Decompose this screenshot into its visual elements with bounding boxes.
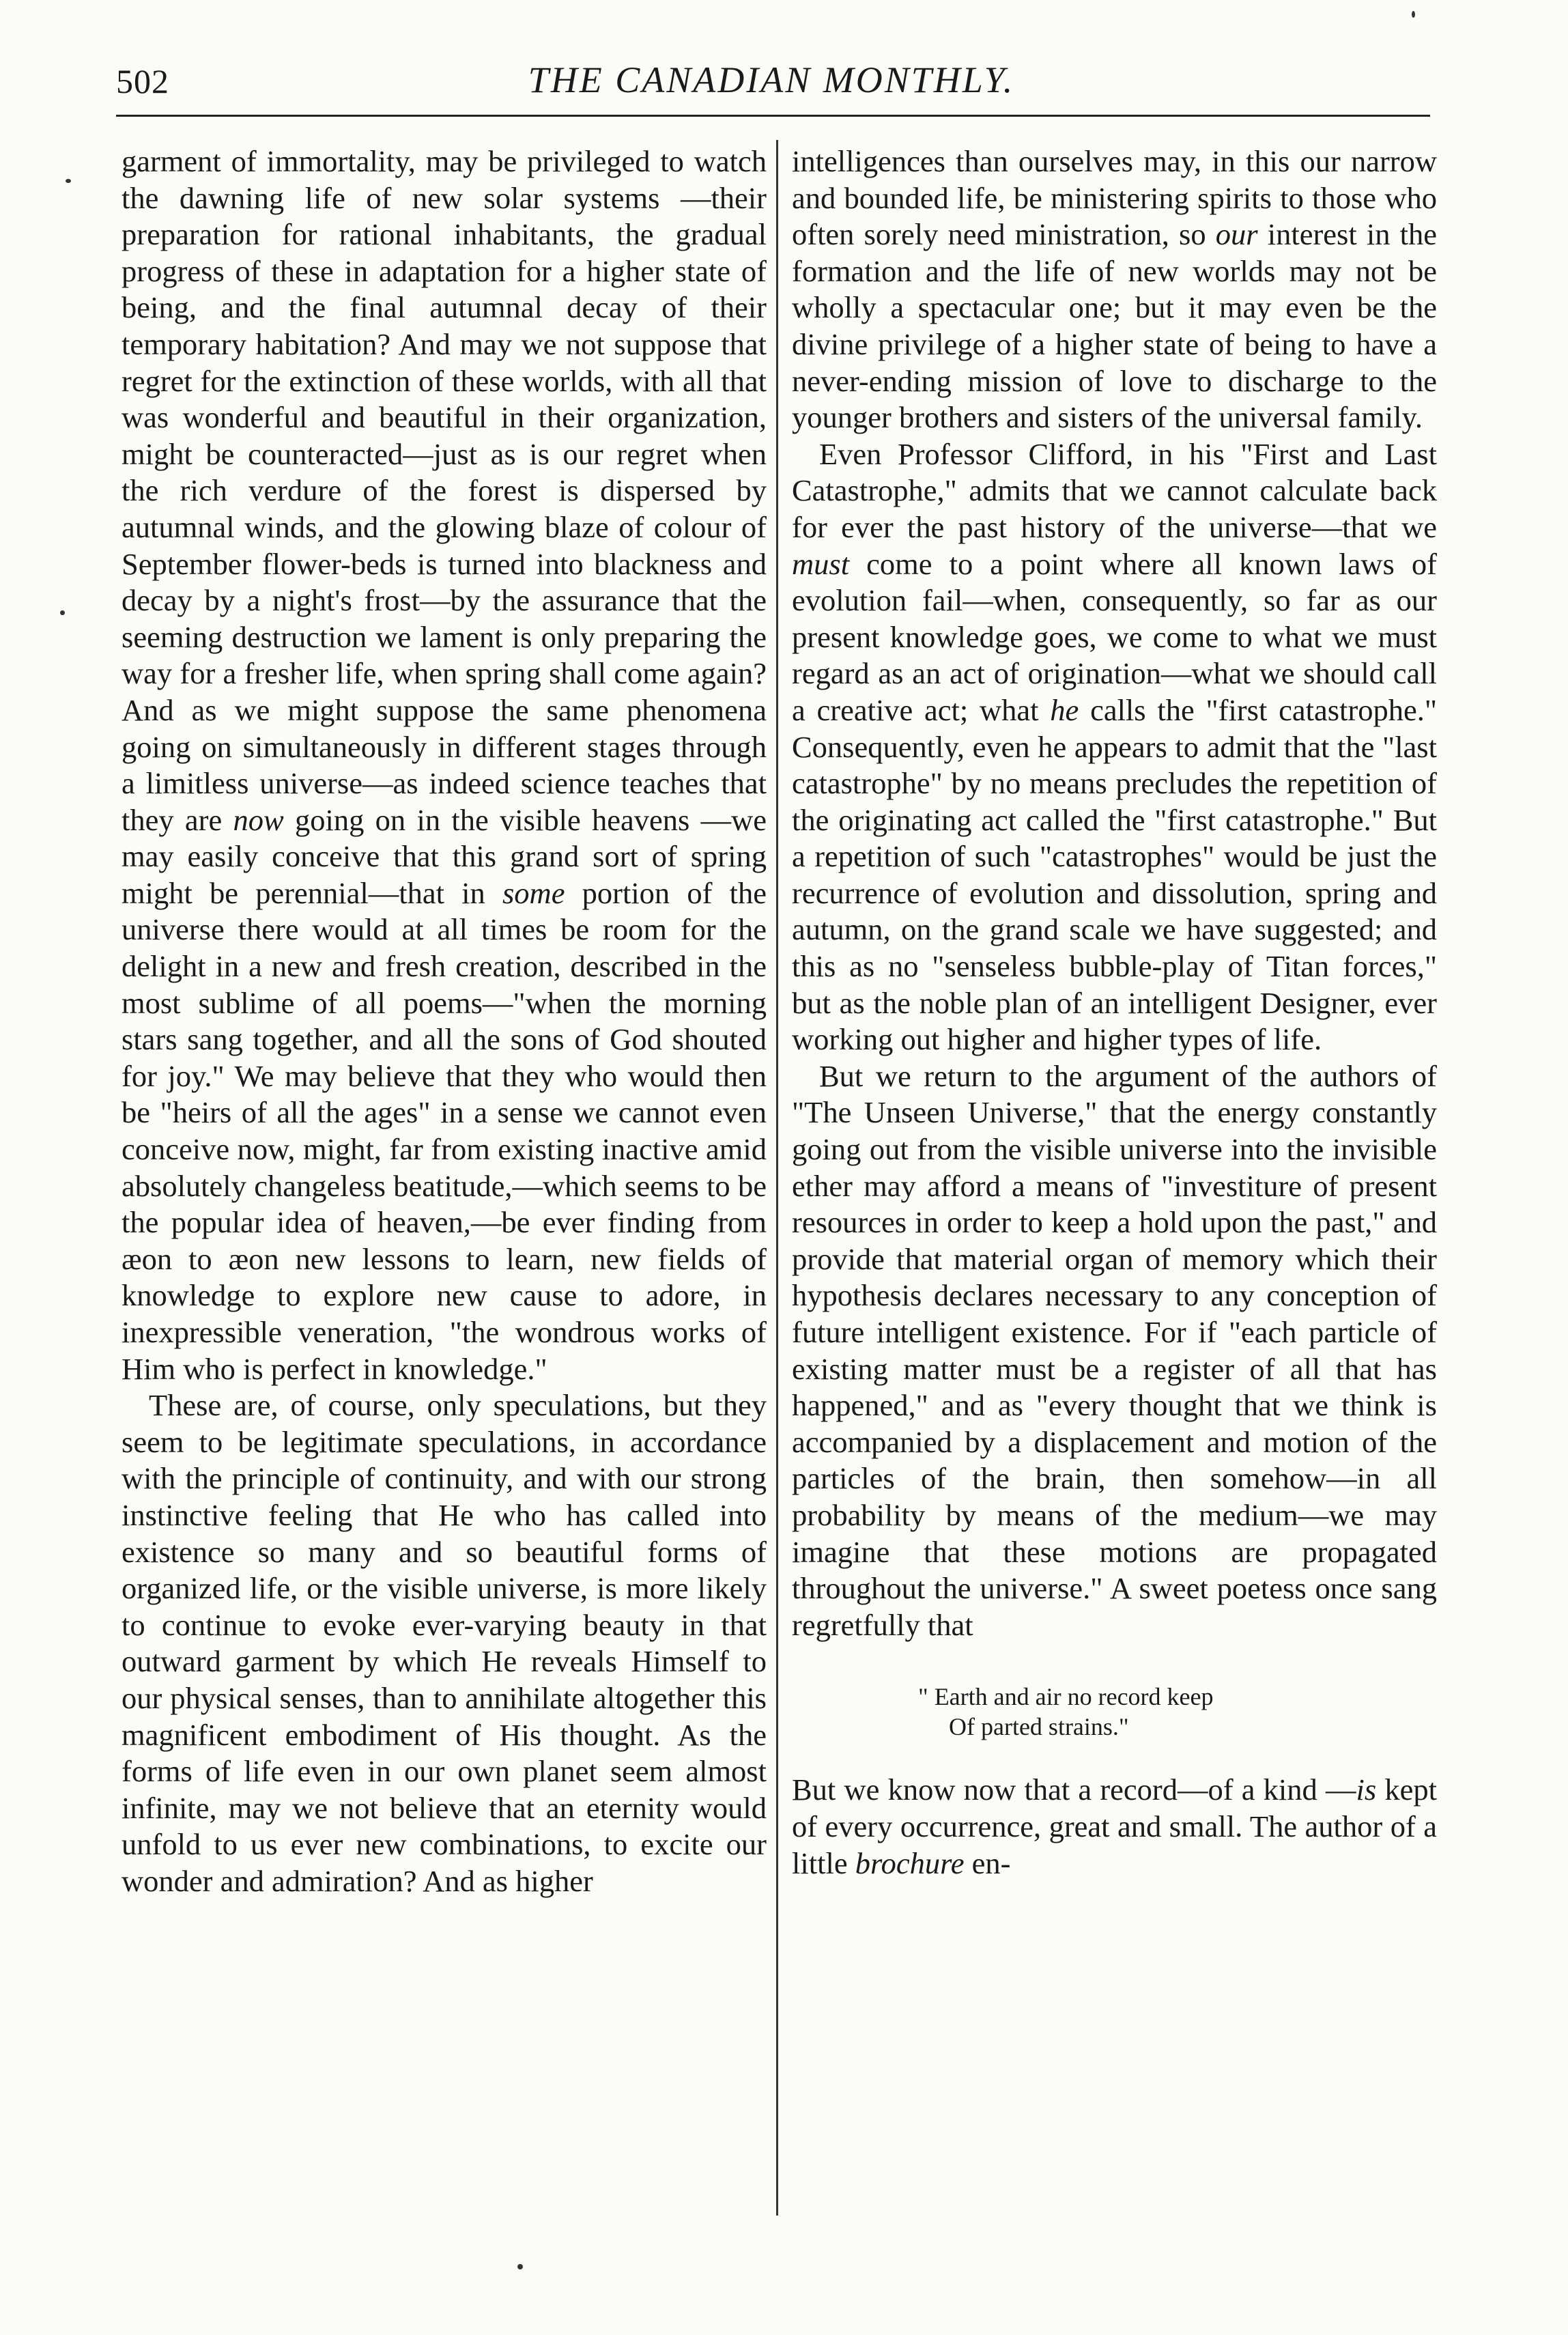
ink-speck	[60, 610, 65, 615]
header-rule	[116, 115, 1430, 117]
italic-text: must	[792, 546, 850, 581]
italic-text: he	[1050, 692, 1079, 727]
text-run: garment of immortality, may be privileged to watch the dawning life of new solar systems —their preparation for rational inhabitants, the gradual progress of these in adaptation for a higher state of being, and the final autumnal decay of their temporary habitation? And may we not suppose that regret for the extinction of these worlds, with all that was wonderful and beautiful in their organization, might be counteracted—just as is our regret when the rich verdure of the forest is dispersed by autumnal winds, and the glowing blaze of colour of September flower-beds is turned into blackness and decay by a night's frost—by the assurance that the seeming destruction we lament is only preparing the way for a fresher life, when spring shall come again? And as we might suppose the same phenomena going on simultaneously in different stages through a limitless universe—as indeed science teaches that they are	[122, 144, 767, 837]
right-column	[792, 143, 1437, 1882]
text-run: calls the "first catastrophe." Consequently, even he appears to admit that the "last catastrophe" by no means precludes the repetition of the originating act called the "first catastrophe." But a repetition of such "catastrophes" would be just the recurrence of evolution and dissolution, spring and autumn, on the grand scale we have suggested; and this as no "senseless bubble-play of Titan forces," but as the noble plan of an intelligent Designer, ever working out higher and higher types of life.	[792, 692, 1437, 1057]
italic-text: our	[1215, 217, 1258, 252]
verse-quotation	[792, 1682, 1437, 1742]
italic-text: brochure	[855, 1845, 965, 1880]
text-run: intelligences than ourselves may, in this our narrow and bounded life, be ministering spirits to those who often sorely need ministration, so	[792, 144, 1437, 252]
paragraph	[792, 1772, 1437, 1882]
italic-text: is	[1356, 1772, 1377, 1807]
left-column	[122, 143, 767, 1900]
ink-speck	[517, 2264, 523, 2269]
paragraph: But we return to the argument of the authors of "The Unseen Universe," that the energy constantly going out from the visible universe into the invisible ether may afford a means of "investiture of present resources in order to keep a hold upon the past," and provide that material organ of memory which their hypothesis declares necessary to any conception of future intelligent existence. For if "each particle of existing matter must be a register of all that has happened," and as "every thought that we think is accompanied by a displacement and motion of the particles of the brain, then somehow—in all probability by means of the medium—we may imagine that these motions are propagated throughout the universe." A sweet poetess once sang regretfully that	[792, 1058, 1437, 1642]
ink-speck	[66, 179, 71, 183]
paragraph	[792, 143, 1437, 436]
paragraph: These are, of course, only speculations, but they seem to be legitimate speculations, in accordance with the principle of continuity, and with our strong instinctive feeling that He who has called into existence so many and so beautiful forms of organized life, or the visible universe, is more likely to continue to evoke ever-varying beauty in that outward garment by which He reveals Himself to our physical senses, than to annihilate altogether this magnificent embodiment of His thought. As the forms of life even in our own planet seem almost infinite, may we not believe that an eternity would unfold to us ever new combinations, to excite our wonder and admiration? And as higher	[122, 1388, 767, 1898]
text-run: portion of the universe there would at all times be room for the delight in a new and fresh creation, described in the most sublime of all poems—"when the morning stars sang together, and all the sons of God shouted for joy." We may believe that they who would then be "heirs of all the ages" in a sense we cannot even conceive now, might, far from existing inactive amid absolutely changeless beatitude,—which seems to be the popular idea of heaven,—be ever finding from æon to æon new lessons to learn, new fields of knowledge to explore new cause to adore, in inexpressible veneration, "the wondrous works of Him who is perfect in knowledge."	[122, 875, 767, 1386]
italic-text: now	[233, 802, 284, 837]
column-divider	[776, 140, 778, 2216]
verse-line: " Earth and air no record keep	[918, 1683, 1214, 1711]
text-run: Even Professor Clifford, in his "First and Last Catastrophe," admits that we cannot calculate back for ever the past history of the universe—that we	[792, 436, 1437, 544]
verse-line: Of parted strains."	[949, 1713, 1129, 1741]
text-run: going on in the visible heavens —we may easily conceive that this grand sort of spring might be perennial—that in	[122, 802, 767, 910]
italic-text: some	[502, 875, 565, 910]
ink-speck	[1412, 11, 1415, 18]
page-header	[116, 55, 1427, 109]
text-run: kept of every occurrence, great and small. The author of a little	[792, 1772, 1437, 1880]
text-run: interest in the formation and the life of new worlds may not be wholly a spectacular one; but it may even be the divine privilege of a higher state of being to have a never-ending mission of love to discharge to the younger brothers and sisters of the universal family.	[792, 217, 1437, 435]
paragraph	[792, 436, 1437, 1058]
page-number: 502	[116, 62, 169, 100]
running-title: THE CANADIAN MONTHLY.	[528, 59, 1015, 100]
text-run: But we know now that a record—of a kind —	[792, 1772, 1356, 1807]
paragraph	[122, 143, 767, 1387]
text-run: come to a point where all known laws of evolution fail—when, consequently, so far as our present knowledge goes, we come to what we must regard as an act of origination—what we should call a creative act; what	[792, 546, 1437, 727]
text-run: en-	[964, 1845, 1011, 1880]
